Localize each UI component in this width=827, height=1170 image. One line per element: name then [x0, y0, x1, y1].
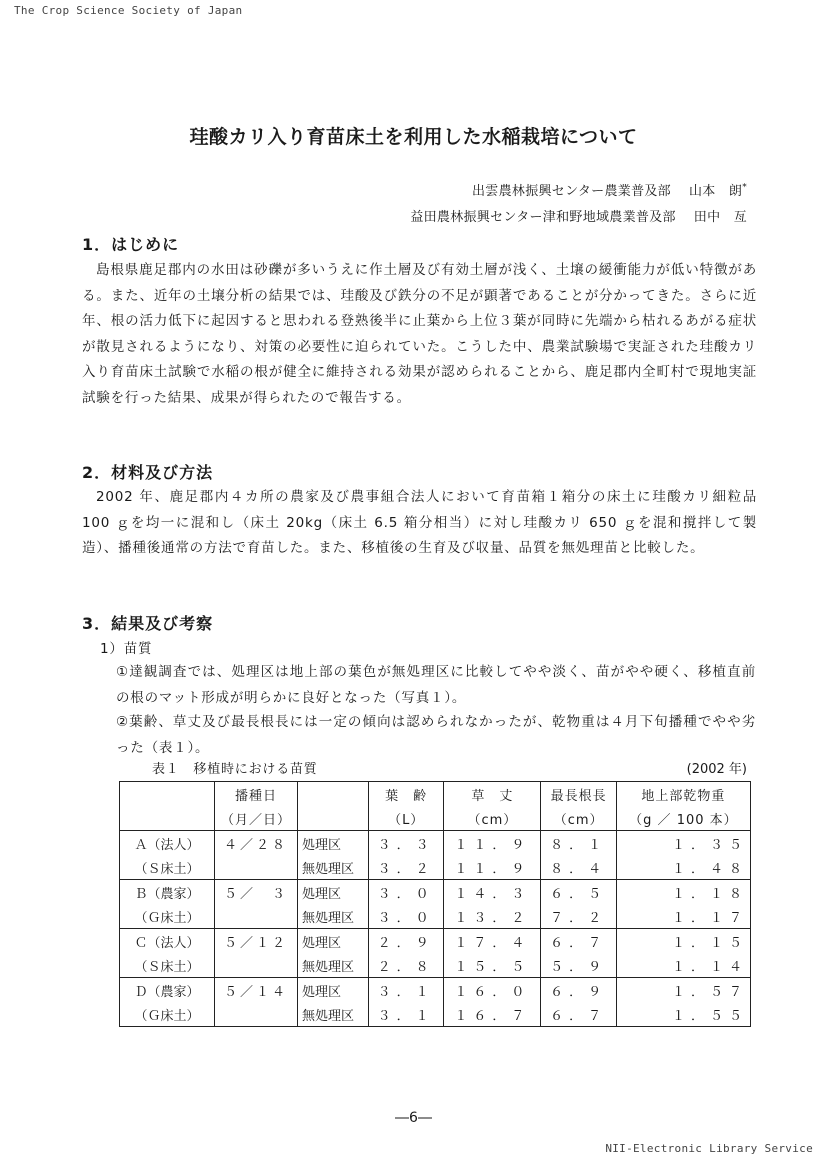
section-heading-results: 3．結果及び考察 [82, 614, 214, 633]
author-mark: * [742, 182, 747, 193]
author-1 [472, 180, 747, 199]
result-item-1 [116, 660, 756, 711]
length-cell: １４．３ [444, 880, 541, 905]
result-item-1-text: ①達観調査では、処理区は地上部の葉色が無処理区に比較してやや淡く、苗がやや硬く、移植直前の根のマット形成が明らかに良好となった（写真１）。 [116, 664, 756, 706]
result-item-2-text: ②葉齢、草丈及び最長根長には一定の傾向は認められなかったが、乾物重は４月下旬播種でやや劣った（表１）。 [116, 714, 756, 756]
treatment-cell: 処理区 [298, 831, 369, 856]
author-affiliation: 出雲農林振興センター農業普及部 [472, 184, 671, 199]
date-cell: ５／１４ [215, 978, 298, 1003]
result-item-2 [116, 710, 756, 761]
table-row [120, 929, 751, 954]
soil-cell: （Ｇ床土） [120, 1002, 215, 1027]
header-cell-length: 草 丈 [444, 782, 541, 807]
intro-text: 島根県鹿足郡内の水田は砂礫が多いうえに作土層及び有効土層が浅く、土壌の緩衝能力が低い特徴がある。また、近年の土壌分析の結果では、珪酸及び鉄分の不足が顕著であることが分かってきた。さらに近年、根の活力低下に起因すると思われる登熟後半に止葉から上位３葉が同時に先端から枯れるあがる症状が散見されるようになり、対策の必要性に迫られていた。こうした中、農業試験場で実証された珪酸カリ入り育苗床土試験で水稲の根が健全に維持される効果が認められることから、鹿足郡内全町村で現地実証試験を行った結果、成果が得られたので報告する。 [82, 262, 757, 406]
section-heading-methods: 2．材料及び方法 [82, 463, 214, 482]
root-cell: ８．１ [541, 831, 616, 856]
root-cell: ６．５ [541, 880, 616, 905]
header-cell-empty [120, 782, 215, 807]
header-unit-length: （cm） [444, 806, 541, 831]
length-cell: １３．２ [444, 904, 541, 929]
header-unit-age: （L） [369, 806, 444, 831]
root-cell: ８．４ [541, 855, 616, 880]
dry-weight-cell: １．１７ [616, 904, 750, 929]
treatment-cell: 無処理区 [298, 855, 369, 880]
treatment-cell: 処理区 [298, 880, 369, 905]
age-cell: ３．１ [369, 1002, 444, 1027]
root-cell: ６．９ [541, 978, 616, 1003]
soil-cell: （Ｓ床土） [120, 855, 215, 880]
age-cell: ３．０ [369, 904, 444, 929]
page-number: ―6― [395, 1110, 432, 1126]
date-cell: ５／ ３ [215, 880, 298, 905]
intro-paragraph [82, 258, 757, 411]
header-cell-empty [120, 806, 215, 831]
treatment-cell: 処理区 [298, 978, 369, 1003]
table-row [120, 855, 751, 880]
length-cell: １５．５ [444, 953, 541, 978]
treatment-cell: 処理区 [298, 929, 369, 954]
root-cell: ７．２ [541, 904, 616, 929]
length-cell: １６．７ [444, 1002, 541, 1027]
header-cell-root: 最長根長 [541, 782, 616, 807]
date-cell-empty [215, 904, 298, 929]
table-row [120, 978, 751, 1003]
dry-weight-cell: １．１４ [616, 953, 750, 978]
header-cell-age: 葉 齢 [369, 782, 444, 807]
author-affiliation: 益田農林振興センター津和野地域農業普及部 [410, 210, 676, 225]
age-cell: ３．３ [369, 831, 444, 856]
author-name: 田中 亙 [693, 210, 747, 225]
author-2 [410, 206, 747, 225]
site-cell: Ａ（法人） [120, 831, 215, 856]
date-cell: ５／１２ [215, 929, 298, 954]
length-cell: １１．９ [444, 855, 541, 880]
subsection-seedling-quality: 1）苗質 [100, 641, 153, 657]
society-header: The Crop Science Society of Japan [14, 4, 243, 17]
methods-paragraph [82, 485, 757, 562]
table-row [120, 1002, 751, 1027]
table-header-row-units [120, 806, 751, 831]
header-cell-empty [298, 782, 369, 807]
author-name: 山本 朗 [688, 184, 743, 199]
date-cell-empty [215, 953, 298, 978]
root-cell: ６．７ [541, 1002, 616, 1027]
paper-title: 珪酸カリ入り育苗床土を利用した水稲栽培について [189, 126, 638, 148]
table-header-row [120, 782, 751, 807]
length-cell: １６．０ [444, 978, 541, 1003]
soil-cell: （Ｓ床土） [120, 953, 215, 978]
table-year: (2002 年) [686, 762, 747, 777]
table-row [120, 953, 751, 978]
age-cell: ２．９ [369, 929, 444, 954]
header-unit-date: （月／日） [215, 806, 298, 831]
age-cell: ３．２ [369, 855, 444, 880]
date-cell: ４／２８ [215, 831, 298, 856]
table-row [120, 880, 751, 905]
root-cell: ６．７ [541, 929, 616, 954]
treatment-cell: 無処理区 [298, 904, 369, 929]
header-cell-dry: 地上部乾物重 [616, 782, 750, 807]
library-service-footer: NII-Electronic Library Service [605, 1142, 813, 1155]
length-cell: １７．４ [444, 929, 541, 954]
age-cell: ２．８ [369, 953, 444, 978]
methods-text: 2002 年、鹿足郡内４カ所の農家及び農事組合法人において育苗箱１箱分の床土に珪酸カリ細粒品 100 ｇを均一に混和し（床土 20kg（床土 6.5 箱分相当）に対し珪酸カリ 650 ｇを混和撹拌して製造）、播種後通常の方法で育苗した。また、移植後の生育及び収量、品質を無処理苗と比較した。 [82, 489, 757, 556]
site-cell: Ｄ（農家） [120, 978, 215, 1003]
seedling-quality-table [119, 781, 751, 1027]
dry-weight-cell: １．１８ [616, 880, 750, 905]
dry-weight-cell: １．４８ [616, 855, 750, 880]
root-cell: ５．９ [541, 953, 616, 978]
site-cell: Ｂ（農家） [120, 880, 215, 905]
dry-weight-cell: １．５７ [616, 978, 750, 1003]
dry-weight-cell: １．５５ [616, 1002, 750, 1027]
date-cell-empty [215, 1002, 298, 1027]
treatment-cell: 無処理区 [298, 953, 369, 978]
section-heading-intro: 1．はじめに [82, 235, 180, 254]
site-cell: Ｃ（法人） [120, 929, 215, 954]
date-cell-empty [215, 855, 298, 880]
header-unit-root: （cm） [541, 806, 616, 831]
header-unit-dry: （g ／ 100 本） [616, 806, 750, 831]
length-cell: １１．９ [444, 831, 541, 856]
table-caption: 表１ 移植時における苗質 [152, 762, 318, 777]
soil-cell: （Ｇ床土） [120, 904, 215, 929]
header-cell-empty [298, 806, 369, 831]
table-row [120, 904, 751, 929]
table-row [120, 831, 751, 856]
dry-weight-cell: １．３５ [616, 831, 750, 856]
age-cell: ３．０ [369, 880, 444, 905]
treatment-cell: 無処理区 [298, 1002, 369, 1027]
dry-weight-cell: １．１５ [616, 929, 750, 954]
header-cell-date: 播種日 [215, 782, 298, 807]
age-cell: ３．１ [369, 978, 444, 1003]
